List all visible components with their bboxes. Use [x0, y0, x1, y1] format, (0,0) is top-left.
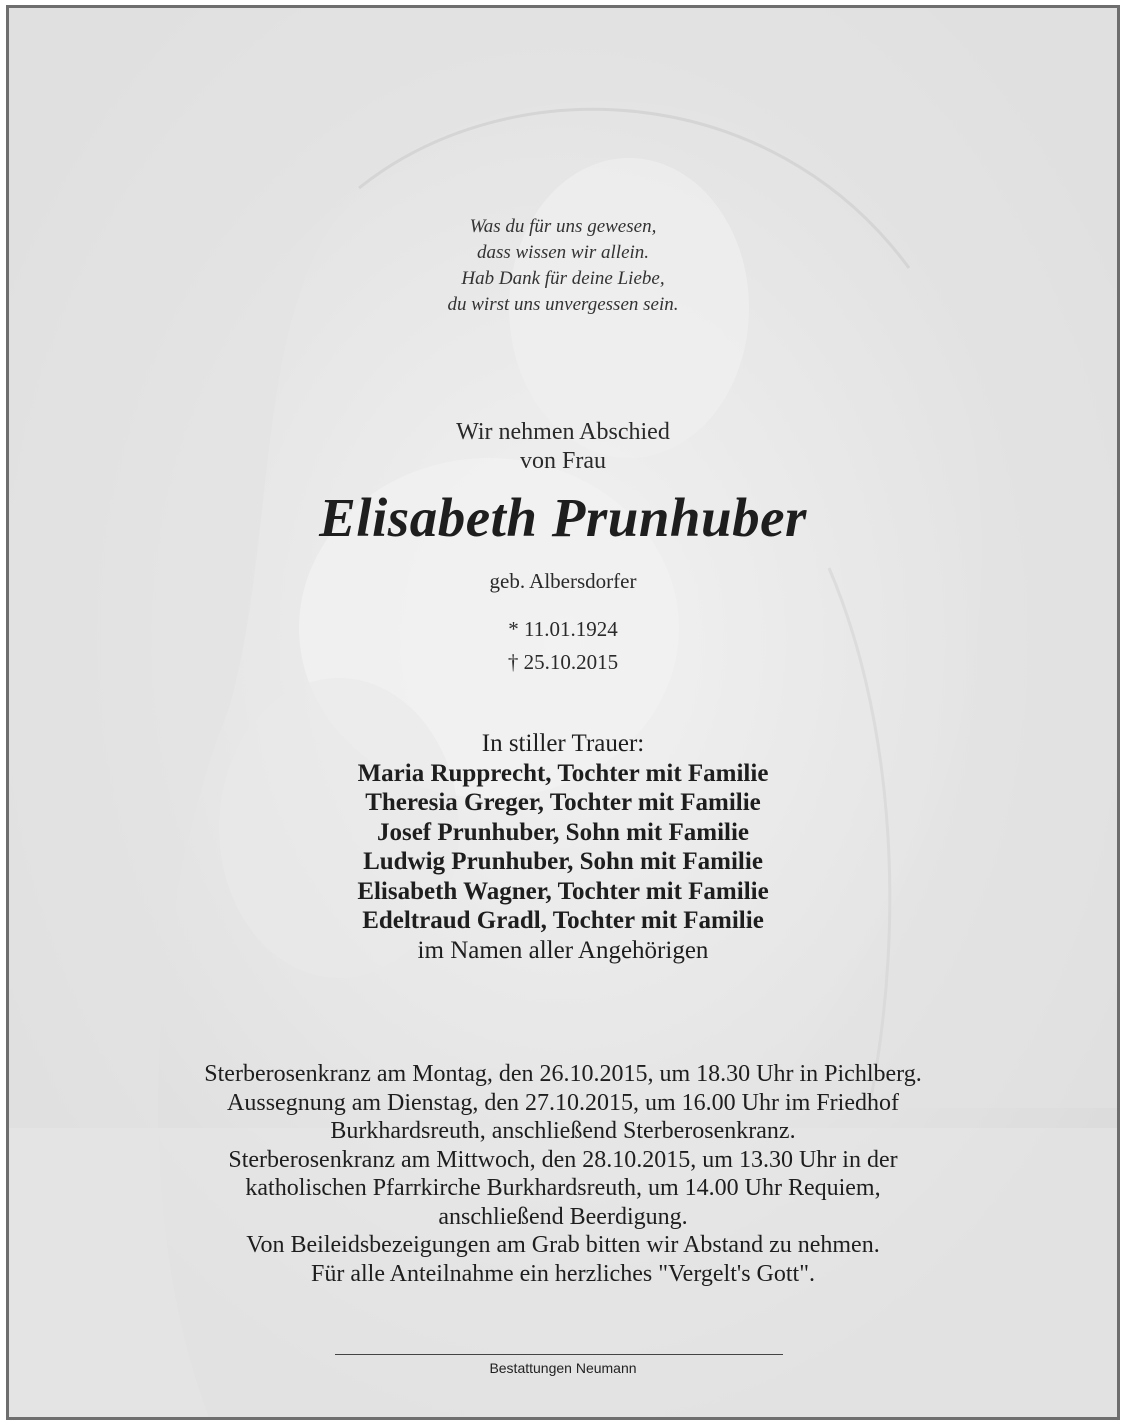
undertaker-name: Bestattungen Neumann	[489, 1360, 637, 1376]
death-date: † 25.10.2015	[507, 650, 619, 674]
mourner-name: Elisabeth Wagner, Tochter mit Familie	[357, 877, 769, 905]
notice-line: Burkhardsreuth, anschließend Sterberosenkranz.	[330, 1118, 796, 1144]
notice-line: Von Beileidsbezeigungen am Grab bitten wir Abstand zu nehmen.	[246, 1232, 880, 1258]
intro-line: Wir nehmen Abschied	[456, 419, 670, 445]
mourner-name: Maria Rupprecht, Tochter mit Familie	[357, 759, 769, 787]
life-dates	[9, 613, 1117, 679]
farewell-intro	[9, 418, 1117, 476]
mourner-name: Ludwig Prunhuber, Sohn mit Familie	[363, 848, 763, 875]
poem	[9, 214, 1117, 318]
mourners-heading: In stiller Trauer:	[481, 730, 645, 757]
poem-line: Hab Dank für deine Liebe,	[461, 268, 665, 289]
service-notice	[9, 1060, 1117, 1288]
mourners-closing: im Namen aller Angehörigen	[417, 936, 709, 964]
poem-line: du wirst uns unvergessen sein.	[447, 294, 679, 315]
birth-name: geb. Albersdorfer	[489, 569, 637, 593]
notice-line: Aussegnung am Dienstag, den 27.10.2015, um 16.00 Uhr im Friedhof	[227, 1089, 899, 1116]
notice-line: Sterberosenkranz am Mittwoch, den 28.10.2015, um 13.30 Uhr in der	[228, 1146, 898, 1173]
poem-line: Was du für uns gewesen,	[469, 216, 657, 237]
mourner-name: Josef Prunhuber, Sohn mit Familie	[376, 818, 750, 846]
notice-line: Sterberosenkranz am Montag, den 26.10.2015, um 18.30 Uhr in Pichlberg.	[204, 1061, 922, 1087]
mourner-name: Edeltraud Gradl, Tochter mit Familie	[362, 907, 764, 934]
deceased-name: Elisabeth Prunhuber	[319, 487, 807, 548]
mourner-name: Theresia Greger, Tochter mit Familie	[365, 789, 761, 816]
obituary-frame	[6, 5, 1120, 1420]
birth-date: * 11.01.1924	[508, 617, 618, 641]
mourners-section	[9, 729, 1117, 965]
intro-line: von Frau	[520, 448, 606, 474]
notice-line: katholischen Pfarrkirche Burkhardsreuth, um 14.00 Uhr Requiem,	[245, 1175, 881, 1201]
notice-line: anschließend Beerdigung.	[438, 1203, 688, 1230]
footer-divider	[335, 1354, 783, 1355]
notice-line: Für alle Anteilnahme ein herzliches "Vergelt's Gott".	[310, 1260, 815, 1287]
poem-line: dass wissen wir allein.	[476, 242, 650, 263]
